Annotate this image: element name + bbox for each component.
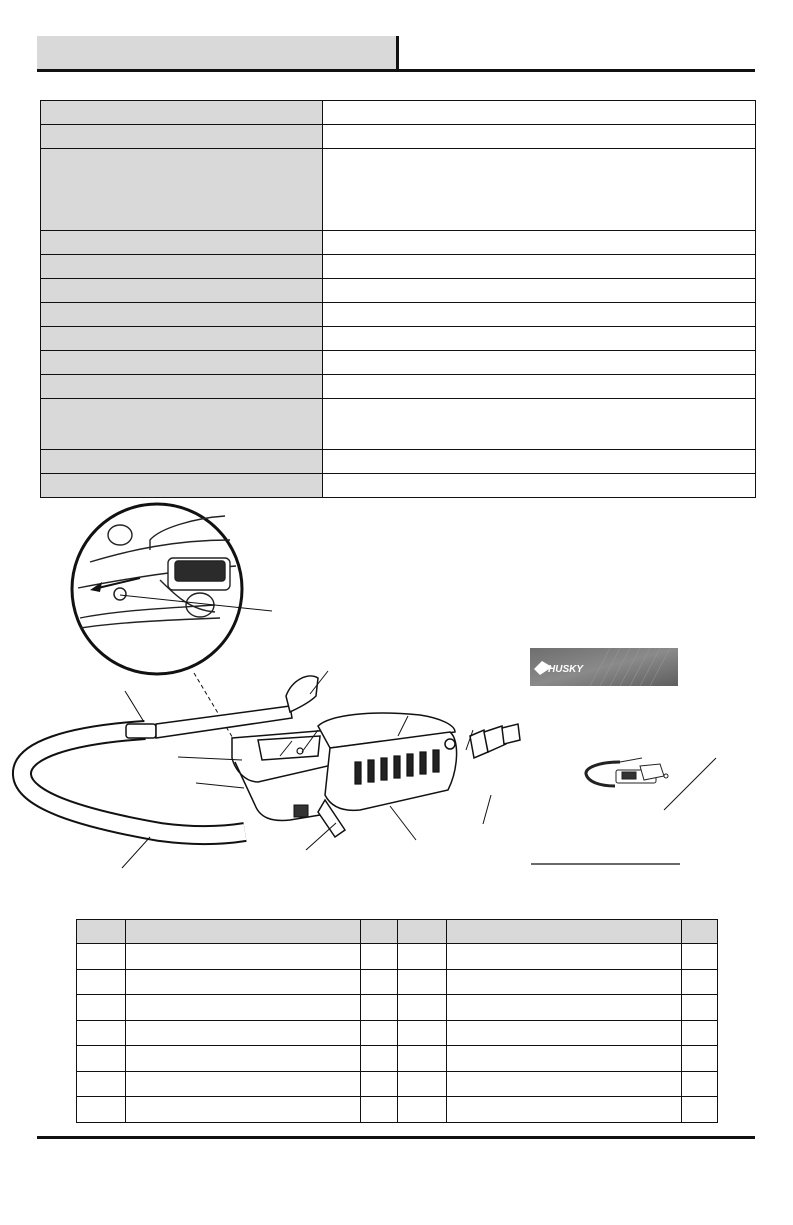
description-cell — [447, 1071, 682, 1097]
quantity-cell — [682, 944, 718, 970]
leader-line — [664, 758, 716, 810]
product-package-card — [530, 648, 678, 686]
spec-key-cell — [41, 303, 323, 327]
spec-row — [41, 327, 756, 351]
spec-row — [41, 399, 756, 450]
part-header-cell — [77, 920, 126, 944]
spec-row — [41, 450, 756, 474]
spec-row — [41, 231, 756, 255]
part-cell — [398, 969, 447, 995]
parts-row — [77, 969, 718, 995]
spec-key-cell — [41, 149, 323, 231]
spec-value-cell — [323, 101, 756, 125]
spec-key-cell — [41, 279, 323, 303]
spec-row — [41, 303, 756, 327]
quantity-cell — [682, 1046, 718, 1072]
part-cell — [398, 1097, 447, 1123]
quantity-cell — [361, 944, 398, 970]
quantity-cell — [361, 995, 398, 1021]
description-cell — [447, 969, 682, 995]
quantity-cell — [361, 1020, 398, 1046]
spec-row — [41, 474, 756, 498]
description-cell — [126, 1020, 361, 1046]
spec-row — [41, 375, 756, 399]
parts-list-table — [76, 919, 718, 1123]
spec-row — [41, 279, 756, 303]
quantity-cell — [682, 1097, 718, 1123]
spec-value-cell — [323, 450, 756, 474]
part-cell — [398, 944, 447, 970]
description-cell — [126, 1097, 361, 1123]
spec-key-cell — [41, 125, 323, 149]
description-cell — [447, 1046, 682, 1072]
brand-name: HUSKY — [548, 664, 584, 675]
spec-row — [41, 125, 756, 149]
quantity-cell — [682, 969, 718, 995]
section-header-tab — [37, 36, 397, 70]
quantity-cell — [361, 1097, 398, 1123]
part-cell — [77, 1046, 126, 1072]
description-cell — [126, 995, 361, 1021]
quantity-cell — [361, 969, 398, 995]
spec-key-cell — [41, 399, 323, 450]
spec-value-cell — [323, 149, 756, 231]
spec-row — [41, 255, 756, 279]
quantity-header-cell — [361, 920, 398, 944]
spec-value-cell — [323, 474, 756, 498]
quantity-cell — [361, 1071, 398, 1097]
description-cell — [447, 1097, 682, 1123]
spec-value-cell — [323, 375, 756, 399]
spec-key-cell — [41, 450, 323, 474]
spec-value-cell — [323, 351, 756, 375]
specifications-table — [40, 100, 756, 498]
part-cell — [398, 1046, 447, 1072]
spec-value-cell — [323, 303, 756, 327]
spec-key-cell — [41, 255, 323, 279]
header-rule — [37, 69, 755, 72]
description-cell — [126, 944, 361, 970]
spec-row — [41, 101, 756, 125]
part-cell — [77, 1097, 126, 1123]
quantity-cell — [682, 1020, 718, 1046]
detail-callout — [72, 504, 242, 674]
description-cell — [126, 1071, 361, 1097]
spec-value-cell — [323, 125, 756, 149]
part-cell — [77, 1020, 126, 1046]
air-coupler-illustration — [470, 724, 520, 758]
part-cell — [398, 1071, 447, 1097]
spec-key-cell — [41, 101, 323, 125]
part-cell — [77, 1071, 126, 1097]
spec-value-cell — [323, 231, 756, 255]
quantity-cell — [682, 1071, 718, 1097]
part-cell — [398, 995, 447, 1021]
part-cell — [77, 995, 126, 1021]
part-header-cell — [398, 920, 447, 944]
part-cell — [398, 1020, 447, 1046]
quantity-header-cell — [682, 920, 718, 944]
parts-row — [77, 944, 718, 970]
parts-row — [77, 1046, 718, 1072]
parts-row — [77, 1071, 718, 1097]
spec-value-cell — [323, 255, 756, 279]
tire-gauge-illustration — [22, 676, 457, 837]
description-cell — [126, 1046, 361, 1072]
spec-key-cell — [41, 231, 323, 255]
parts-header-row — [77, 920, 718, 944]
spec-key-cell — [41, 375, 323, 399]
description-header-cell — [126, 920, 361, 944]
description-cell — [447, 995, 682, 1021]
spec-value-cell — [323, 399, 756, 450]
parts-row — [77, 995, 718, 1021]
part-cell — [77, 969, 126, 995]
spec-value-cell — [323, 327, 756, 351]
quantity-cell — [682, 995, 718, 1021]
spec-key-cell — [41, 327, 323, 351]
product-diagram — [0, 500, 793, 900]
header-divider-tick — [396, 36, 399, 72]
footer-rule — [37, 1136, 755, 1139]
part-cell — [77, 944, 126, 970]
product-thumbnail-illustration — [586, 758, 668, 786]
description-cell — [126, 969, 361, 995]
spec-key-cell — [41, 474, 323, 498]
quantity-cell — [361, 1046, 398, 1072]
description-cell — [447, 944, 682, 970]
description-cell — [447, 1020, 682, 1046]
spec-value-cell — [323, 279, 756, 303]
parts-row — [77, 1097, 718, 1123]
spec-key-cell — [41, 351, 323, 375]
parts-row — [77, 1020, 718, 1046]
description-header-cell — [447, 920, 682, 944]
spec-row — [41, 351, 756, 375]
spec-row — [41, 149, 756, 231]
